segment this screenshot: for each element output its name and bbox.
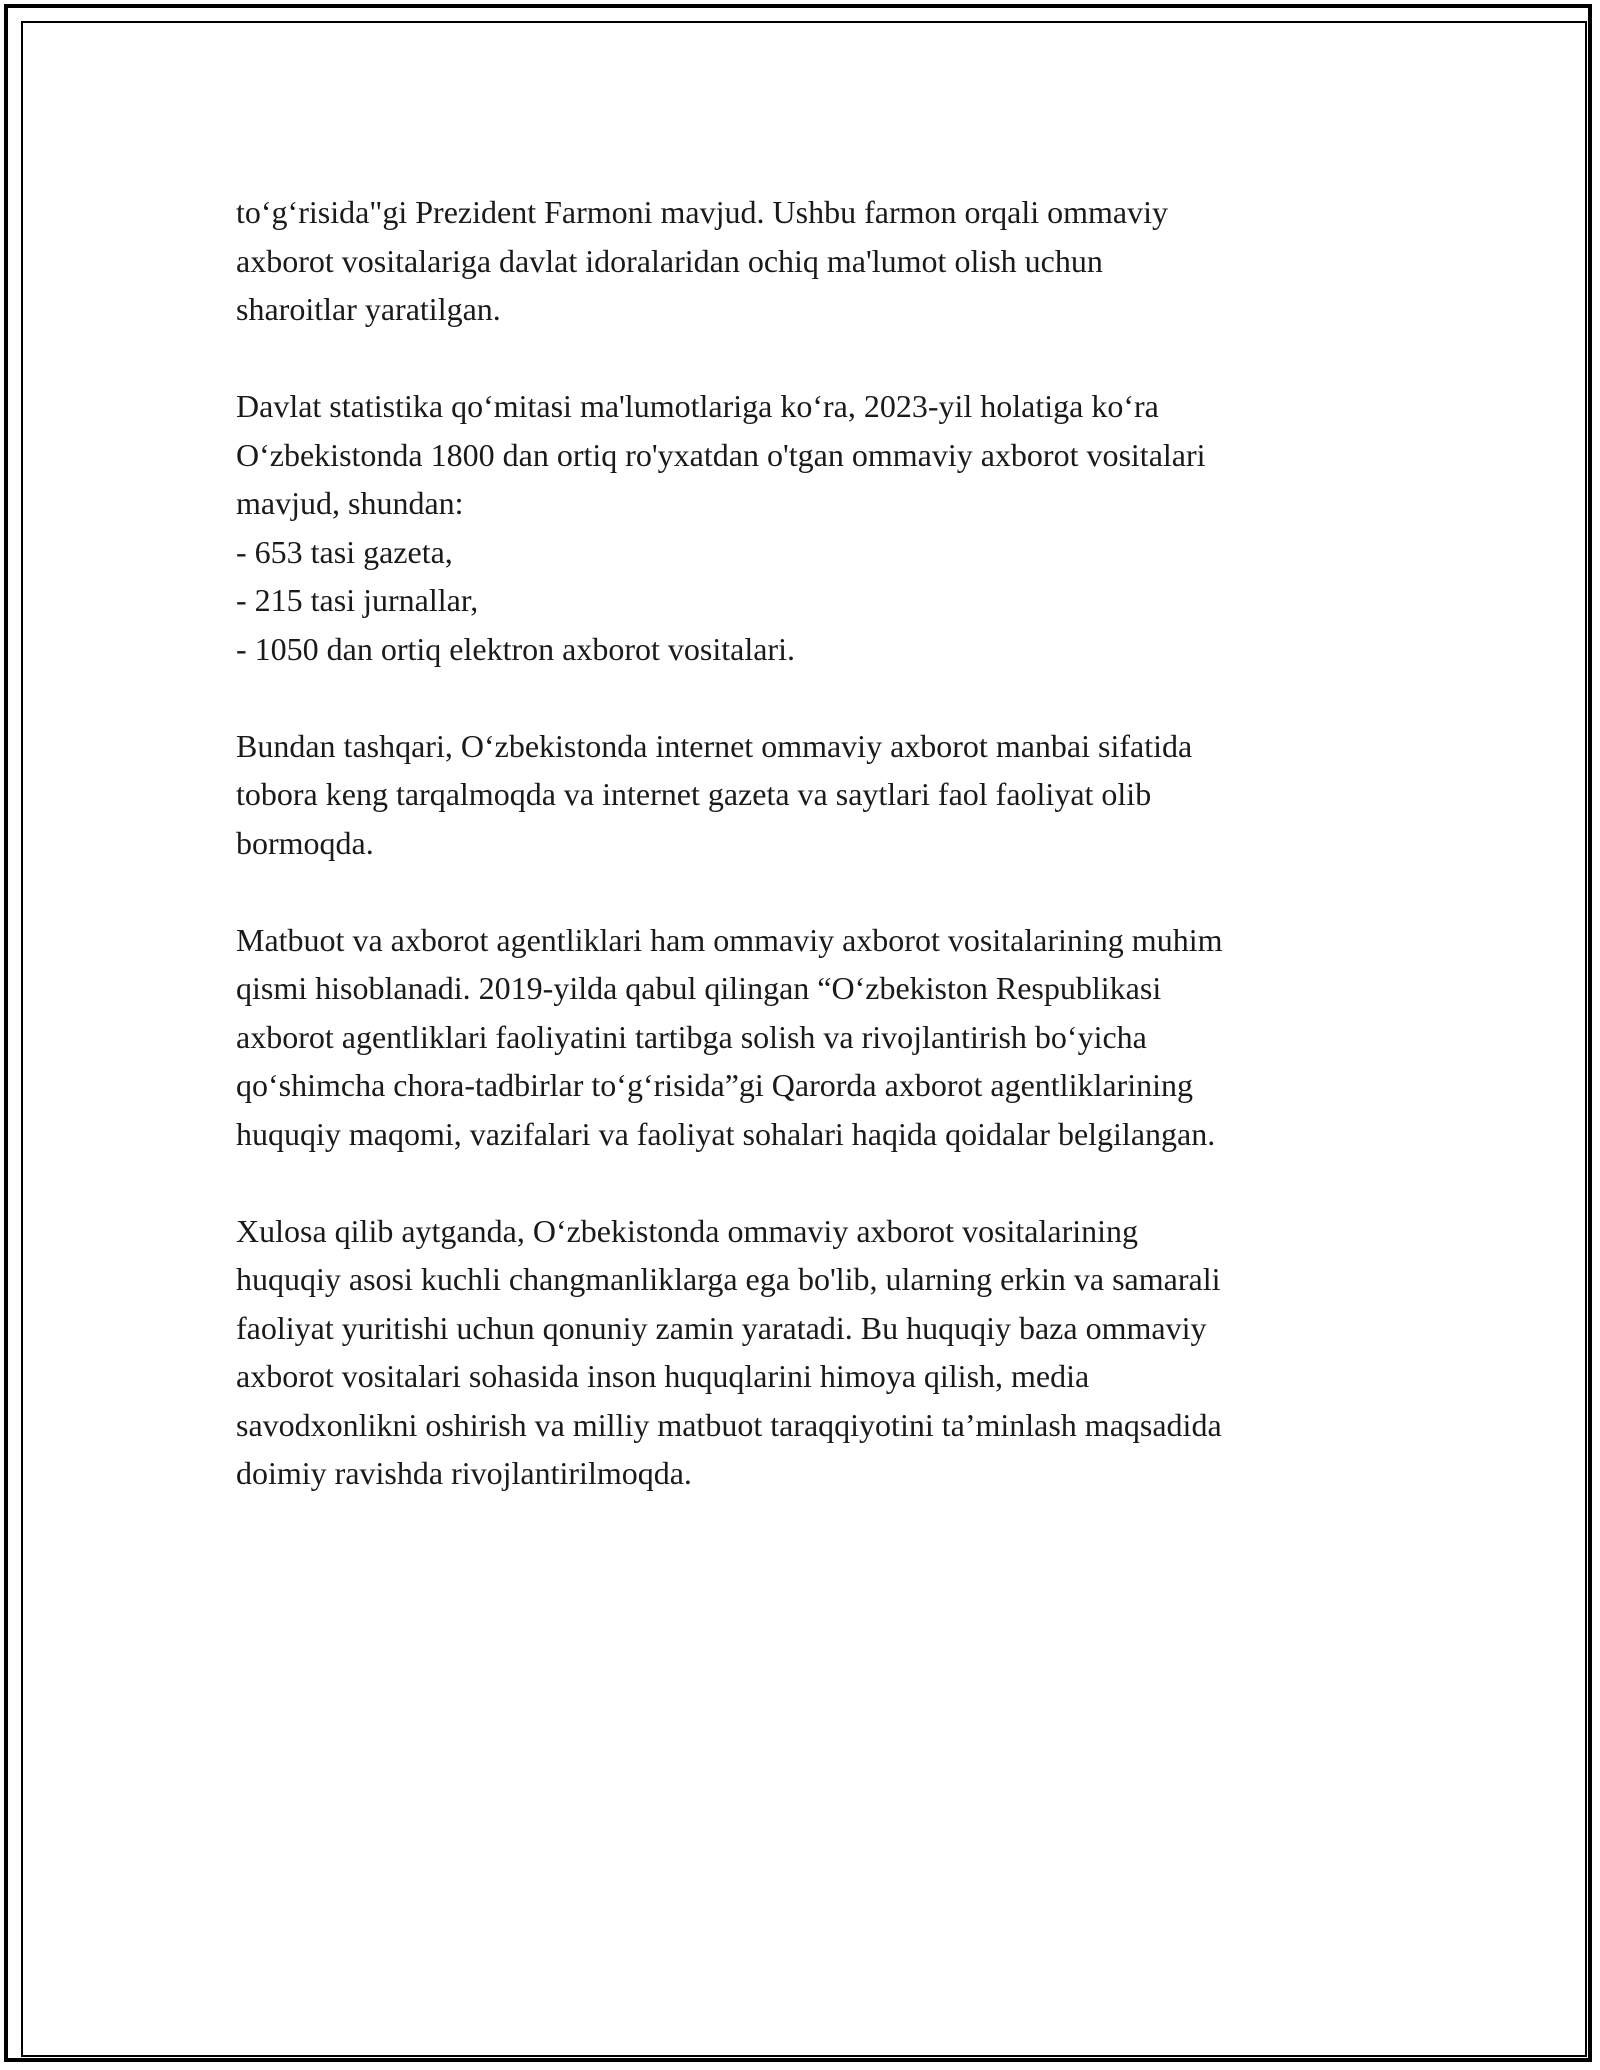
text-line: qo‘shimcha chora-tadbirlar to‘g‘risida”gi Qarorda axborot agentliklarining (236, 1067, 1193, 1103)
text-line: to‘g‘risida"gi Prezident Farmoni mavjud. Ushbu farmon orqali ommaviy (236, 194, 1168, 230)
text-line: mavjud, shundan: (236, 485, 464, 521)
paragraph-internet (236, 722, 1386, 868)
list-item-jurnallar: - 215 tasi jurnallar, (236, 582, 479, 618)
text-line: huquqiy asosi kuchli changmanliklarga ega bo'lib, ularning erkin va samarali (236, 1261, 1221, 1297)
document-body (236, 188, 1386, 1546)
text-line: sharoitlar yaratilgan. (236, 291, 501, 327)
list-item-elektron: - 1050 dan ortiq elektron axborot vositalari. (236, 630, 795, 667)
text-line: tobora keng tarqalmoqda va internet gazeta va saytlari faol faoliyat olib (236, 776, 1152, 812)
text-line: qismi hisoblanadi. 2019-yilda qabul qilingan “O‘zbekiston Respublikasi (236, 970, 1162, 1006)
text-line: huquqiy maqomi, vazifalari va faoliyat sohalari haqida qoidalar belgilangan. (236, 1115, 1216, 1152)
text-line: axborot vositalari sohasida inson huquqlarini himoya qilish, media (236, 1358, 1090, 1394)
text-line: O‘zbekistonda 1800 dan ortiq ro'yxatdan o'tgan ommaviy axborot vositalari (236, 436, 1206, 473)
text-line: Xulosa qilib aytganda, O‘zbekistonda ommaviy axborot vositalarining (236, 1212, 1139, 1249)
text-line: doimiy ravishda rivojlantirilmoqda. (236, 1455, 692, 1491)
text-line: faoliyat yuritishi uchun qonuniy zamin yaratadi. Bu huquqiy baza ommaviy (236, 1309, 1207, 1346)
text-line: axborot agentliklari faoliyatini tartibga solish va rivojlantirish bo‘yicha (236, 1018, 1147, 1055)
text-line: Bundan tashqari, O‘zbekistonda internet ommaviy axborot manbai sifatida (236, 727, 1193, 764)
paragraph-farmon (236, 188, 1386, 334)
text-line: Davlat statistika qo‘mitasi ma'lumotlariga ko‘ra, 2023-yil holatiga ko‘ra (236, 388, 1159, 424)
text-line: savodxonlikni oshirish va milliy matbuot taraqqiyotini ta’minlash maqsadida (236, 1406, 1222, 1443)
paragraph-conclusion (236, 1207, 1386, 1498)
text-line: bormoqda. (236, 824, 374, 861)
paragraph-agencies (236, 916, 1386, 1159)
paragraph-statistics (236, 382, 1386, 673)
text-line: axborot vositalariga davlat idoralaridan ochiq ma'lumot olish uchun (236, 242, 1103, 279)
text-line: Matbuot va axborot agentliklari ham ommaviy axborot vositalarining muhim (236, 921, 1223, 958)
list-item-gazeta: - 653 tasi gazeta, (236, 533, 453, 570)
